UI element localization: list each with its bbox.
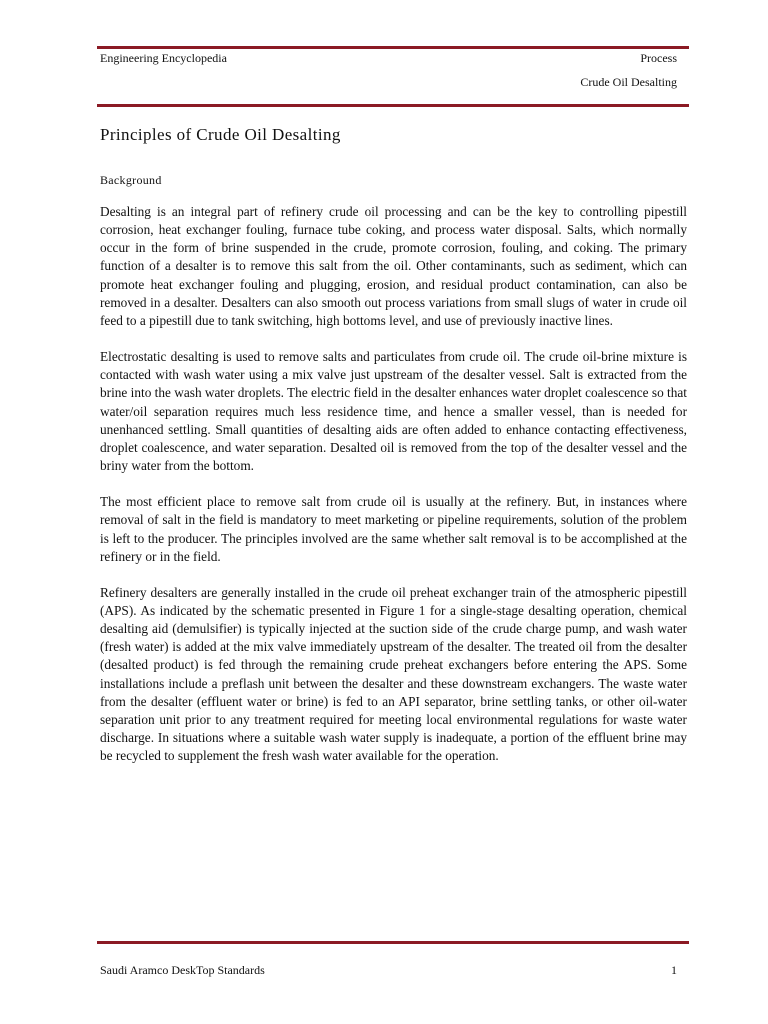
paragraph-4: Refinery desalters are generally installed in the crude oil preheat exchanger train of the atmospheric pipestill (APS). As indicated by the schematic presented in Figure 1 for a single-stage desalting operation, chemical desalting aid (demulsifier) is typically injected at the suction side of the crude charge pump, and wash water (fresh water) is added at the mix valve immediately upstream of the desalter. The treated oil from the desalter (desalted product) is fed through the remaining crude preheat exchangers before entering the APS. Some installations include a preflash unit between the desalter and these downstream exchangers. The waste water from the desalter (effluent water or brine) is fed to an API separator, brine settling tanks, or other oil-water separation unit prior to any treatment required for meeting local environmental regulations for waste water discharge. In situations where a suitable wash water supply is inadequate, a portion of the effluent brine may be recycled to supplement the fresh wash water available for the operation. — [100, 584, 687, 764]
body-text — [100, 203, 687, 783]
header-publication: Engineering Encyclopedia — [100, 51, 227, 65]
footer-publisher: Saudi Aramco DeskTop Standards — [100, 963, 265, 977]
header-topic: Crude Oil Desalting — [580, 75, 677, 89]
page-number: 1 — [671, 963, 677, 977]
header-rule-top — [97, 46, 689, 49]
page-title: Principles of Crude Oil Desalting — [100, 125, 341, 144]
section-heading: Background — [100, 173, 162, 187]
footer-rule — [97, 941, 689, 944]
paragraph-1: Desalting is an integral part of refinery crude oil processing and can be the key to controlling pipestill corrosion, heat exchanger fouling, furnace tube coking, and process water disposal. Salts, which normally occur in the form of brine suspended in the crude, promote corrosion, fouling, and coking. The primary function of a desalter is to remove this salt from the oil. Other contaminants, such as sediment, which can promote heat exchanger fouling and plugging, erosion, and residual product contamination, can also be removed in a desalter. Desalters can also smooth out process variations from small slugs of water in crude oil feed to a pipestill due to tank switching, high bottoms level, and use of previously inactive lines. — [100, 204, 687, 328]
header-category: Process — [640, 51, 677, 65]
paragraph-2: Electrostatic desalting is used to remove salts and particulates from crude oil. The crude oil-brine mixture is contacted with wash water using a mix valve just upstream of the desalter vessel. Salt is extracted from the brine into the wash water droplets. The electric field in the desalter enhances water droplet coalescence so that water/oil separation requires much less residence time, and hence a smaller vessel, than is needed for unenhanced settling. Small quantities of desalting aids are often added to enhance contacting effectiveness, droplet coalescence, and water separation. Desalted oil is removed from the top of the desalter vessel and the briny water from the bottom. — [100, 349, 687, 474]
header-rule-bottom — [97, 104, 689, 107]
paragraph-3: The most efficient place to remove salt from crude oil is usually at the refinery. But, in instances where removal of salt in the field is mandatory to meet marketing or pipeline requirements, solution of the problem is left to the producer. The principles involved are the same whether salt removal is to be accomplished at the refinery or in the field. — [100, 494, 687, 564]
